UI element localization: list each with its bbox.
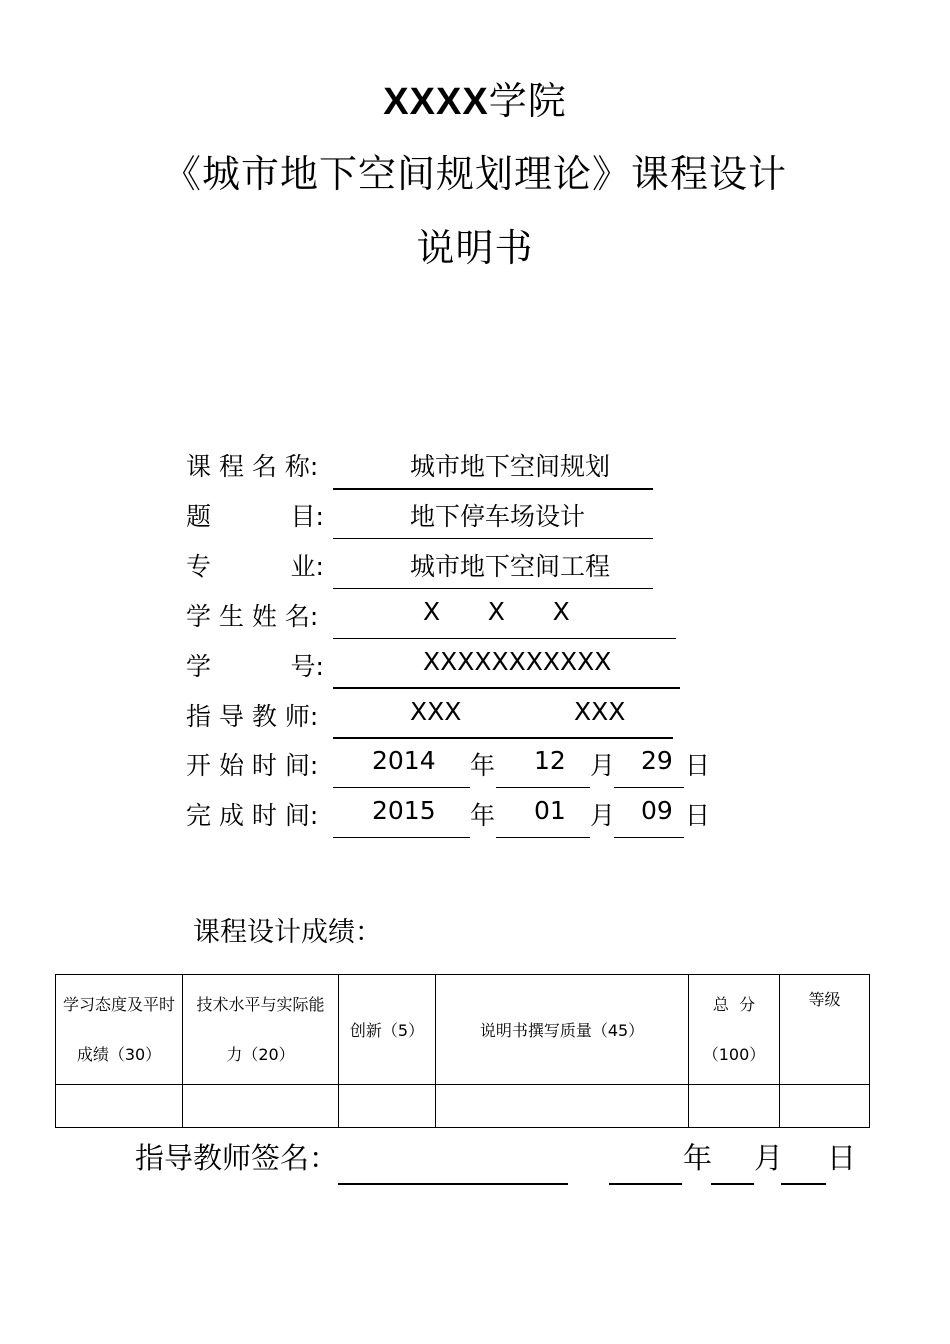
grades-value-cell[interactable] [339, 1085, 436, 1128]
end-month-underline [496, 837, 590, 838]
grades-header-row [56, 975, 870, 1085]
major-value: 城市地下空间工程 [410, 552, 611, 581]
start-year-char: 年 [470, 751, 496, 780]
grades-value-cell[interactable] [56, 1085, 183, 1128]
signature-year-char: 年 [683, 1141, 713, 1175]
grades-header-cell: 说明书撰写质量（45） [436, 975, 689, 1085]
start-month: 12 [534, 746, 566, 775]
grades-header-cell: 技术水平与实际能 力（20） [183, 975, 339, 1085]
student-name-underline [333, 638, 676, 639]
advisor-label: 指 导 教 师: [186, 702, 319, 731]
college-name [0, 70, 950, 125]
grades-header-cell: 创新（5） [339, 975, 436, 1085]
start-day-char: 日 [685, 751, 711, 780]
grades-title: 课程设计成绩： [193, 917, 382, 948]
student-id-underline [333, 687, 680, 689]
start-day-underline [614, 787, 684, 788]
student-id-label: 学 号: [186, 652, 324, 681]
end-year-underline [333, 837, 470, 838]
start-month-char: 月 [590, 751, 616, 780]
course-name-underline [333, 488, 653, 490]
student-id-value: XXXXXXXXXXX [423, 647, 612, 676]
end-year-char: 年 [470, 801, 496, 830]
course-title: 《城市地下空间规划理论》课程设计 [162, 152, 787, 196]
signature-underline [338, 1183, 568, 1185]
college-prefix: XXXX [383, 81, 489, 123]
student-name-label: 学 生 姓 名: [186, 602, 319, 631]
end-year: 2015 [372, 796, 436, 825]
student-name-value: X X X [423, 597, 570, 626]
grades-value-cell[interactable] [689, 1085, 780, 1128]
grades-value-cell[interactable] [780, 1085, 870, 1128]
course-name-value: 城市地下空间规划 [410, 452, 611, 481]
grades-header-cell: 总 分 （100） [689, 975, 780, 1085]
end-month-char: 月 [590, 801, 616, 830]
end-month: 01 [534, 796, 566, 825]
course-name-label: 课 程 名 称: [186, 452, 319, 481]
advisor-value-2: XXX [574, 697, 626, 726]
grades-value-row [56, 1085, 870, 1128]
end-time-label: 完 成 时 间: [186, 801, 319, 830]
major-underline [333, 588, 653, 589]
advisor-value-1: XXX [410, 697, 462, 726]
start-month-underline [496, 787, 590, 788]
advisor-underline [333, 737, 673, 739]
grades-value-cell[interactable] [183, 1085, 339, 1128]
grades-table [55, 974, 870, 1128]
grades-header-cell: 等级 [780, 975, 870, 1085]
signature-day-char: 日 [827, 1141, 857, 1175]
signature-label: 指导教师签名： [135, 1141, 339, 1175]
signature-month-char: 月 [754, 1141, 784, 1175]
grades-header-cell: 学习态度及平时 成绩（30） [56, 975, 183, 1085]
start-day: 29 [641, 746, 673, 775]
college-suffix: 学院 [488, 79, 567, 123]
end-day: 09 [641, 796, 673, 825]
start-year: 2014 [372, 746, 436, 775]
signature-year-underline [609, 1183, 682, 1185]
signature-month-underline [711, 1183, 754, 1185]
grades-value-cell[interactable] [436, 1085, 689, 1128]
end-day-char: 日 [685, 801, 711, 830]
doc-title: 说明书 [416, 226, 534, 270]
signature-day-underline [781, 1183, 826, 1185]
end-day-underline [614, 837, 684, 838]
start-year-underline [333, 787, 470, 788]
topic-value: 地下停车场设计 [410, 502, 586, 531]
major-label: 专 业: [186, 552, 324, 581]
topic-underline [333, 538, 653, 539]
topic-label: 题 目: [186, 502, 324, 531]
start-time-label: 开 始 时 间: [186, 751, 319, 780]
